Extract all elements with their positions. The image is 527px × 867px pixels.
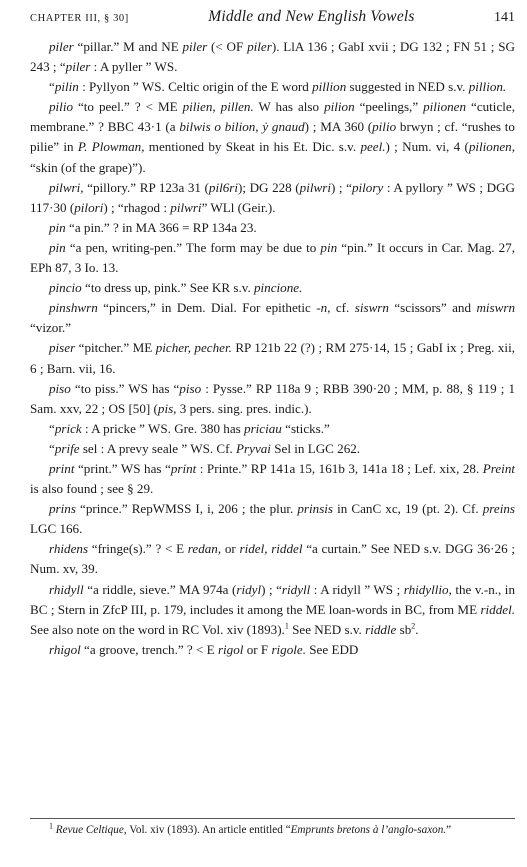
text-run: “a riddle, sieve.” MA 974a ( (83, 581, 237, 597)
text-run: See EDD (306, 641, 359, 657)
italic-text: riddle (365, 621, 397, 637)
italic-text: pilio (49, 99, 74, 115)
footnote-marker: 2 (411, 621, 416, 631)
text-run: (< OF (207, 39, 248, 54)
italic-text: pilion (324, 99, 355, 115)
glossary-entry (30, 218, 515, 238)
text-run: “peelings,” (354, 99, 424, 115)
text-run: “ (49, 420, 55, 436)
text-run: “pincers,” in Dem. Dial. For epithetic (97, 300, 317, 316)
italic-text: riddel. (480, 601, 515, 617)
text-run: “pillory.” RP 123a 31 ( (83, 179, 209, 195)
footnote (30, 823, 515, 838)
italic-text: redan, (187, 541, 222, 557)
italic-text: prife (54, 440, 80, 456)
italic-text: Pryvai (236, 440, 271, 456)
italic-text: piser (49, 340, 76, 356)
running-title: Middle and New English Vowels (208, 8, 415, 25)
italic-text: piler (65, 59, 91, 75)
text-run: ); DG 228 ( (238, 179, 300, 195)
text-run: “skin (of the grape)”). (30, 159, 146, 175)
italic-text: priciau (244, 420, 282, 436)
text-run: “scissors” and (388, 300, 477, 316)
text-run: sel : A prevy seale ” WS. Cf. (79, 440, 237, 456)
text-run: See also note on the word in RC Vol. xiv (1893). (30, 621, 285, 637)
glossary-entry (30, 298, 515, 338)
glossary-entry (30, 439, 515, 459)
italic-text: piler (247, 39, 272, 54)
glossary-entry (30, 37, 515, 77)
italic-text: ridyll (281, 581, 311, 597)
italic-text: prinsis (297, 501, 334, 517)
italic-text: pilwri (299, 179, 331, 195)
italic-text: piso (179, 380, 202, 396)
glossary-entry (30, 178, 515, 218)
italic-text: pil6ri (208, 179, 238, 195)
text-run: ) ; “rhagod : (103, 199, 171, 215)
italic-text: pilien, pillen. (182, 99, 254, 115)
text-run: W has also (253, 99, 325, 115)
italic-text: pillion. (468, 79, 507, 95)
text-run: : Printe.” RP 141a 15, 161b 3, 141a 18 ; Lef. xix, 28. (196, 460, 483, 476)
page-number: 141 (493, 10, 515, 25)
glossary-entry (30, 77, 515, 97)
text-run: See NED s.v. (288, 621, 366, 637)
italic-text: siswrn (354, 300, 389, 316)
italic-text: Emprunts bretons à l’anglo-saxon. (290, 824, 447, 836)
text-run: ). LlA 136 ; GabI xvii ; DG 132 ; FN 51 ; SG 243 ; “ (30, 39, 515, 75)
glossary-entry (30, 238, 515, 278)
italic-text: rigol (217, 641, 244, 657)
italic-text: pilio (372, 119, 397, 135)
italic-text: pilionen, (468, 139, 515, 155)
italic-text: pinshwrn (49, 300, 98, 316)
text-run: . (415, 621, 419, 637)
text-run: suggested in NED s.v. (346, 79, 469, 95)
text-run: “a pen, writing-pen.” The form may be due to (65, 239, 321, 255)
italic-text: pilory (351, 179, 384, 195)
italic-text: pillion (312, 79, 347, 95)
italic-text: pin (49, 239, 66, 255)
italic-text: preins (482, 501, 515, 517)
italic-text: piso (49, 380, 71, 396)
text-run: “cuticle, membrane.” ? BBC 43·1 (a (30, 99, 515, 135)
italic-text: peel. (360, 139, 386, 155)
glossary-entry (30, 640, 515, 660)
chapter-reference: CHAPTER III, § 30] (30, 13, 129, 24)
text-run: sb (396, 621, 412, 637)
glossary-entry (30, 338, 515, 378)
italic-text: Revue Celtique, (55, 824, 127, 836)
text-run: “fringe(s).” ? < E (88, 541, 188, 557)
text-run: “to peel.” ? < ME (73, 99, 183, 115)
text-run: “pin.” It occurs in Car. Mag. 27, EPh 87, 3 Io. 13. (30, 239, 516, 276)
text-run: ) ; MA 360 ( (304, 119, 373, 135)
glossary-entry (30, 379, 515, 419)
text-run: Vol. xiv (1893). An article entitled “ (126, 824, 291, 836)
text-run: 3 pers. sing. pres. indic.). (176, 400, 312, 416)
glossary-entry (30, 419, 515, 439)
glossary-entry (30, 539, 515, 579)
italic-text: prick (54, 420, 82, 436)
italic-text: pilin (54, 79, 79, 95)
italic-text: prins (49, 501, 76, 517)
text-run: “pitcher.” ME (75, 340, 156, 356)
italic-text: picher, pecher. (155, 340, 232, 356)
text-run: is also found ; see § 29. (30, 481, 154, 497)
italic-text: rhidens (49, 541, 89, 557)
italic-text: rhidyllio, (403, 581, 452, 597)
text-run: in CanC xc, 19 (pt. 2). Cf. (333, 501, 483, 517)
text-run: ) ; Num. vi, 4 ( (385, 139, 469, 155)
text-run: : Pyllyon ” WS. Celtic origin of the E word (78, 79, 313, 95)
text-run: “a curtain.” See NED s.v. DGG 36·26 ; Num. xv, 39. (30, 541, 515, 577)
text-run: mentioned by Skeat in his Et. Dic. s.v. (144, 139, 361, 155)
text-run: : A pyllory ” WS ; DGG 117·30 ( (30, 179, 516, 215)
italic-text: ridel, riddel (239, 541, 303, 557)
italic-text: bilwis o bilion, ẏ gnaud (179, 119, 305, 135)
glossary-entries (30, 37, 515, 660)
text-run: cf. (330, 300, 355, 316)
text-run: “to dress up, pink.” See KR s.v. (81, 280, 254, 296)
text-run: ” (446, 824, 452, 836)
italic-text: pilwri, (49, 179, 84, 195)
text-run: : A ridyll ” WS ; (310, 581, 404, 597)
italic-text: rigole. (271, 641, 306, 657)
text-run: “to piss.” WS has “ (70, 380, 180, 396)
italic-text: rhidyll (49, 581, 84, 597)
text-run: ) ; “ (261, 581, 282, 597)
text-run: : A pyller ” WS. (90, 59, 178, 75)
italic-text: pin (49, 219, 66, 235)
italic-text: pincio (49, 280, 82, 296)
glossary-entry (30, 499, 515, 539)
italic-text: miswrn (476, 300, 516, 316)
text-run: ” WLl (Geir.). (201, 199, 276, 215)
italic-text: pincione. (254, 280, 303, 296)
text-run: ) ; “ (330, 179, 352, 195)
italic-text: piler (182, 39, 208, 54)
glossary-entry (30, 97, 515, 177)
text-run: brwyn ; cf. “rushes to pilie” in (30, 119, 515, 155)
text-run: “sticks.” (281, 420, 330, 436)
text-run: Sel in LGC 262. (270, 440, 361, 456)
text-run: the v.-n., in BC ; Stern in ZfcP III, p. 179, includes it among the ME loan-words in BC, from ME (30, 581, 515, 617)
footnote-marker: 1 (49, 821, 53, 831)
text-run: or (221, 541, 240, 557)
glossary-entry (30, 580, 515, 640)
italic-text: Preint (482, 460, 516, 476)
footnotes (30, 818, 515, 838)
text-run: “prince.” RepWMSS I, i, 206 ; the plur. (75, 501, 298, 517)
text-run: : Pysse.” RP 118a 9 ; RBB 390·20 ; MM, p. 88, § 119 ; 1 Sam. xxv, 22 ; OS [50] ( (30, 380, 515, 416)
italic-text: pilwri (170, 199, 202, 215)
italic-text: pilori (74, 199, 104, 215)
italic-text: pilionen (423, 99, 467, 115)
text-run: “ (49, 440, 55, 456)
footnote-marker: 1 (284, 621, 289, 631)
text-run: or F (243, 641, 272, 657)
italic-text: pin (320, 239, 338, 255)
text-run: “ (49, 79, 55, 95)
italic-text: print (49, 460, 75, 476)
text-run: “print.” WS has “ (74, 460, 171, 476)
glossary-entry (30, 278, 515, 298)
italic-text: piler (49, 39, 74, 54)
text-run: : A pricke ” WS. Gre. 380 has (81, 420, 245, 436)
text-run: RP 121b 22 (?) ; RM 275·14, 15 ; GabI ix ; Preg. xii, 6 ; Barn. vii, 16. (30, 340, 515, 376)
running-header (30, 8, 515, 30)
italic-text: pis, (157, 400, 177, 416)
italic-text: rhigol (49, 641, 81, 657)
italic-text: -n, (316, 300, 331, 316)
text-run: “vizor.” (30, 320, 72, 336)
text-run: LGC 166. (30, 521, 83, 537)
italic-text: print (170, 460, 197, 476)
italic-text: P. Plowman, (77, 139, 145, 155)
glossary-entry (30, 459, 515, 499)
text-run: “pillar.” M and NE (73, 39, 183, 54)
text-run: “a groove, trench.” ? < E (80, 641, 218, 657)
italic-text: ridyl (236, 581, 262, 597)
text-run: “a pin.” ? in MA 366 = RP 134a 23. (65, 219, 257, 235)
